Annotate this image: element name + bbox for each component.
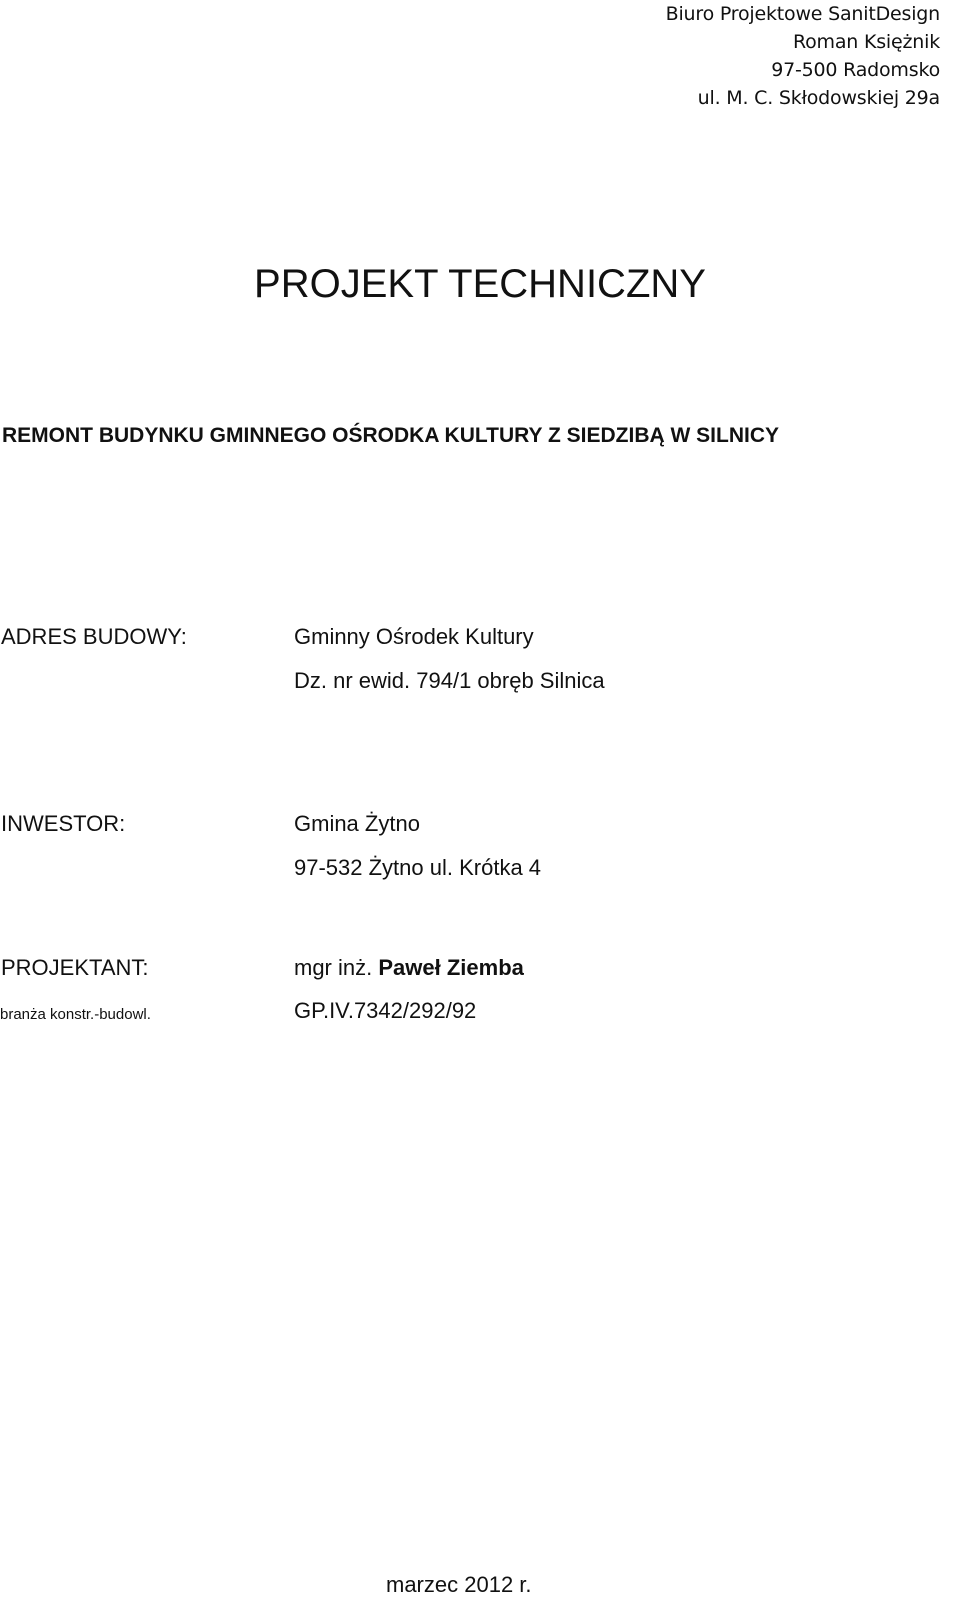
company-name: Biuro Projektowe SanitDesign: [665, 3, 940, 25]
designer-label: PROJEKTANT:: [1, 955, 149, 980]
investor-line-1: Gmina Żytno: [294, 811, 420, 836]
company-street: ul. M. C. Skłodowskiej 29a: [697, 87, 940, 109]
site-line-1: Gminny Ośrodek Kultury: [294, 624, 534, 649]
company-owner: Roman Księżnik: [792, 31, 940, 53]
designer-name: Paweł Ziemba: [378, 955, 524, 980]
site-line-2: Dz. nr ewid. 794/1 obręb Silnica: [294, 668, 605, 693]
investor-line-2: 97-532 Żytno ul. Krótka 4: [294, 855, 542, 880]
designer-sublabel: branża konstr.-budowl.: [0, 1006, 151, 1023]
designer-name-line: [294, 953, 524, 983]
company-header: [666, 0, 940, 112]
company-city: 97-500 Radomsko: [771, 59, 940, 81]
designer-title-prefix: mgr inż.: [294, 955, 379, 980]
project-name: REMONT BUDYNKU GMINNEGO OŚRODKA KULTURY Z SIEDZIBĄ W SILNICY: [2, 424, 779, 447]
document-date: marzec 2012 r.: [386, 1572, 532, 1597]
designer-license: GP.IV.7342/292/92: [294, 998, 477, 1023]
investor-label: INWESTOR:: [1, 811, 126, 836]
document-title: PROJEKT TECHNICZNY: [254, 262, 706, 306]
site-label: ADRES BUDOWY:: [1, 624, 187, 649]
